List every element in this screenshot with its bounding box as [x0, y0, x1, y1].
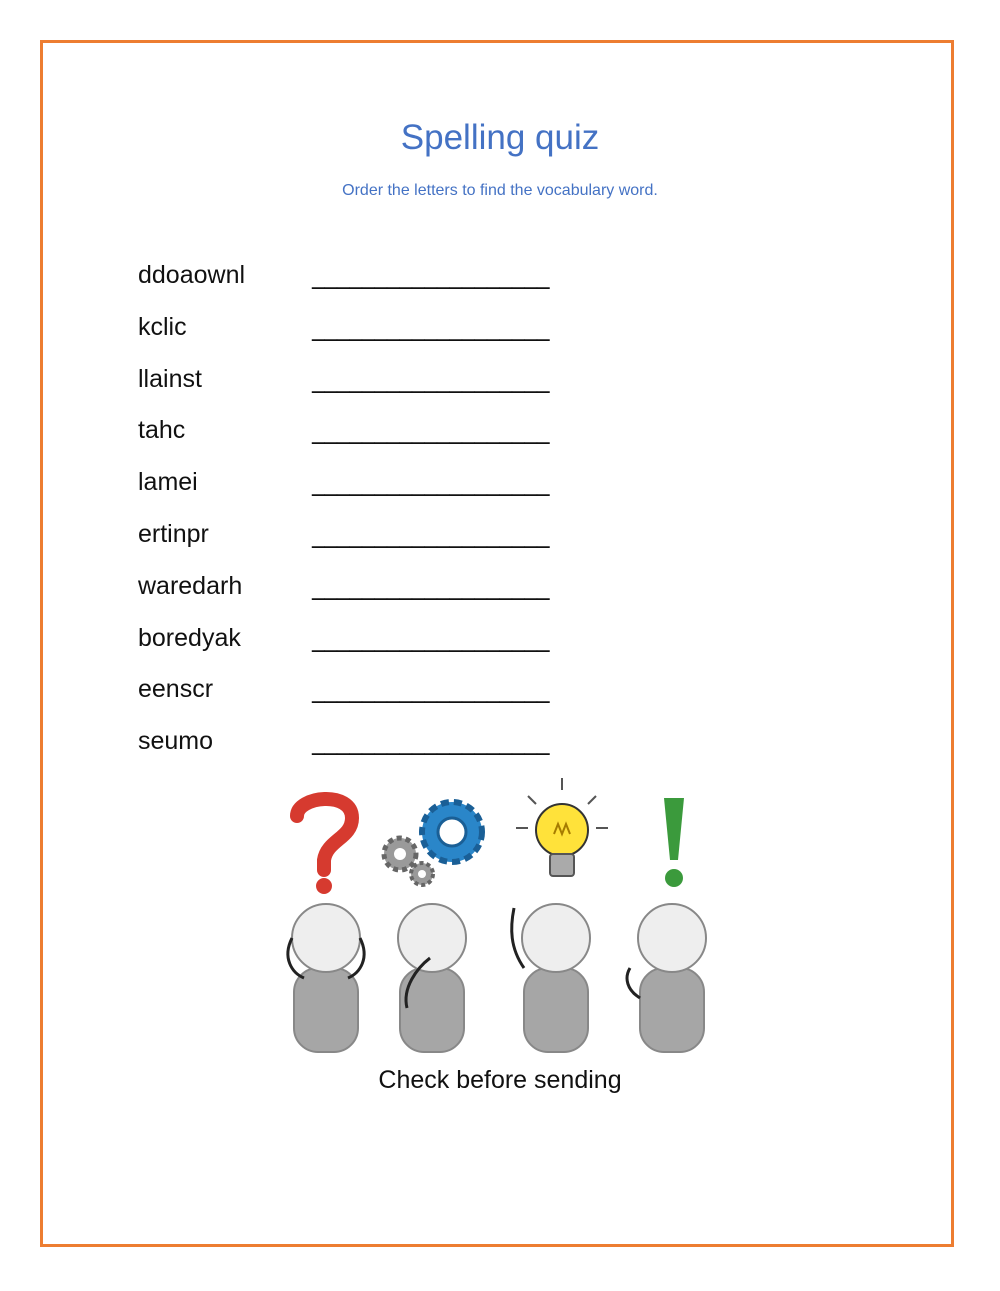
answer-blank[interactable]: ___________________ — [312, 570, 550, 600]
exclamation-mark-icon — [664, 798, 684, 887]
scrambled-word: llainst — [138, 364, 202, 393]
scrambled-word: waredarh — [138, 571, 243, 600]
scrambled-word: ertinpr — [138, 519, 209, 548]
question-mark-icon — [297, 799, 352, 894]
scrambled-word: eenscr — [138, 675, 214, 704]
scrambled-word: lamei — [138, 468, 198, 497]
answer-blank[interactable]: ___________________ — [312, 467, 550, 497]
answer-blank[interactable]: ___________________ — [312, 518, 550, 548]
answer-blank[interactable]: ___________________ — [312, 363, 550, 393]
scrambled-word: boredyak — [138, 623, 241, 652]
instructions: Order the letters to find the vocabulary word. — [342, 182, 658, 199]
light-bulb-icon — [516, 778, 608, 876]
answer-blank[interactable]: ___________________ — [312, 726, 550, 756]
figure-3 — [512, 904, 590, 1052]
thinking-figures-illustration — [252, 768, 746, 1053]
scrambled-word: seumo — [138, 727, 214, 756]
answer-blank[interactable]: ___________________ — [312, 311, 550, 341]
gears-icon — [384, 802, 482, 885]
scrambled-word: ddoaownl — [138, 261, 246, 289]
figure-4 — [627, 904, 706, 1052]
figure-1 — [288, 904, 364, 1052]
answer-blank[interactable]: ___________________ — [312, 622, 550, 652]
scrambled-word: tahc — [138, 416, 186, 445]
answer-blank[interactable]: ___________________ — [312, 260, 550, 289]
caption: Check before sending — [378, 1066, 622, 1094]
scrambled-word: kclic — [138, 312, 187, 341]
figure-2 — [398, 904, 466, 1052]
answer-blank[interactable]: ___________________ — [312, 674, 550, 704]
page-title: Spelling quiz — [400, 118, 600, 157]
answer-blank[interactable]: ___________________ — [312, 415, 550, 445]
